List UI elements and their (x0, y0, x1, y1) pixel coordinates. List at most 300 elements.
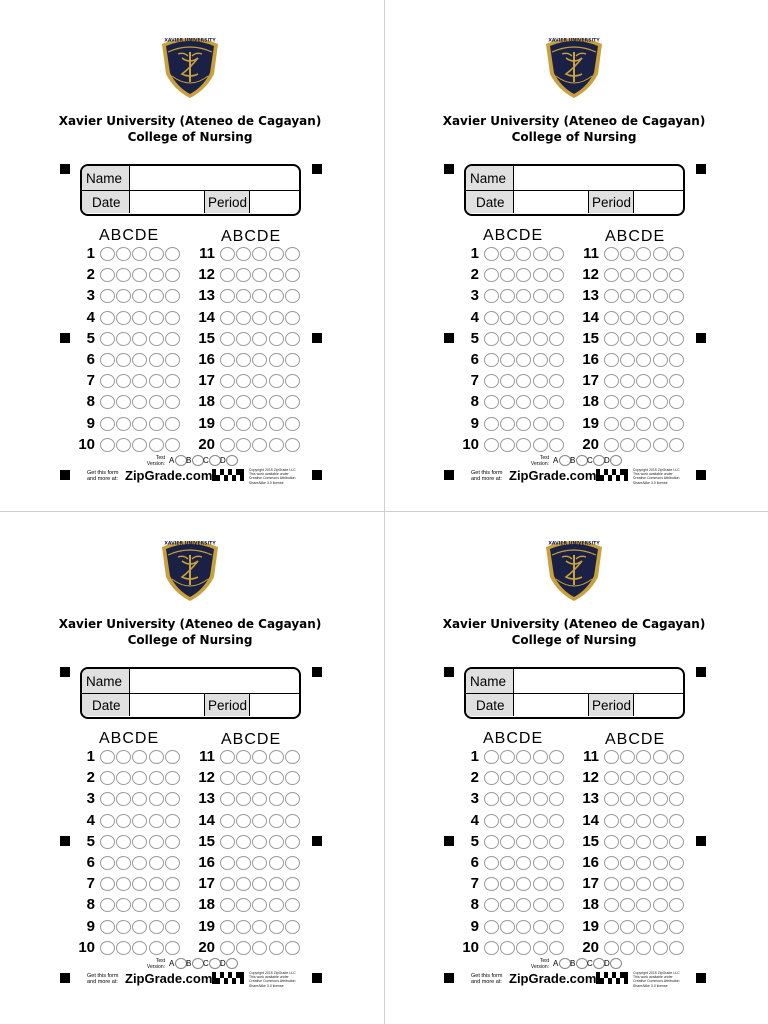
answer-bubble-c[interactable] (252, 268, 267, 282)
answer-bubble-a[interactable] (100, 771, 115, 785)
answer-bubble-d[interactable] (269, 311, 284, 325)
answer-bubble-d[interactable] (149, 374, 164, 388)
answer-bubble-d[interactable] (269, 792, 284, 806)
answer-bubble-b[interactable] (236, 856, 251, 870)
answer-bubble-a[interactable] (100, 311, 115, 325)
answer-bubble-e[interactable] (549, 311, 564, 325)
answer-bubble-c[interactable] (516, 332, 531, 346)
answer-bubble-e[interactable] (549, 374, 564, 388)
answer-bubble-c[interactable] (252, 247, 267, 261)
answer-bubble-b[interactable] (116, 417, 131, 431)
answer-bubble-b[interactable] (500, 247, 515, 261)
answer-bubble-e[interactable] (165, 856, 180, 870)
answer-bubble-a[interactable] (220, 417, 235, 431)
answer-bubble-d[interactable] (269, 353, 284, 367)
answer-bubble-e[interactable] (669, 814, 684, 828)
answer-bubble-b[interactable] (500, 417, 515, 431)
answer-bubble-d[interactable] (533, 856, 548, 870)
answer-bubble-a[interactable] (604, 856, 619, 870)
answer-bubble-e[interactable] (669, 750, 684, 764)
answer-bubble-d[interactable] (533, 332, 548, 346)
answer-bubble-e[interactable] (669, 835, 684, 849)
answer-bubble-d[interactable] (149, 877, 164, 891)
answer-bubble-b[interactable] (620, 374, 635, 388)
answer-bubble-d[interactable] (149, 417, 164, 431)
answer-bubble-a[interactable] (604, 814, 619, 828)
answer-bubble-e[interactable] (669, 792, 684, 806)
answer-bubble-d[interactable] (269, 814, 284, 828)
answer-bubble-a[interactable] (604, 247, 619, 261)
answer-bubble-d[interactable] (533, 814, 548, 828)
answer-bubble-c[interactable] (132, 898, 147, 912)
answer-bubble-b[interactable] (620, 920, 635, 934)
answer-bubble-d[interactable] (533, 268, 548, 282)
answer-bubble-e[interactable] (669, 247, 684, 261)
answer-bubble-d[interactable] (533, 835, 548, 849)
answer-bubble-b[interactable] (236, 877, 251, 891)
answer-bubble-b[interactable] (620, 311, 635, 325)
answer-bubble-c[interactable] (252, 374, 267, 388)
answer-bubble-b[interactable] (236, 771, 251, 785)
answer-bubble-e[interactable] (285, 374, 300, 388)
answer-bubble-c[interactable] (636, 247, 651, 261)
answer-bubble-a[interactable] (604, 877, 619, 891)
answer-bubble-b[interactable] (500, 750, 515, 764)
answer-bubble-b[interactable] (620, 332, 635, 346)
answer-bubble-a[interactable] (604, 374, 619, 388)
answer-bubble-b[interactable] (236, 374, 251, 388)
answer-bubble-a[interactable] (100, 750, 115, 764)
answer-bubble-a[interactable] (220, 920, 235, 934)
answer-bubble-b[interactable] (116, 792, 131, 806)
answer-bubble-c[interactable] (516, 353, 531, 367)
answer-bubble-e[interactable] (285, 353, 300, 367)
answer-bubble-a[interactable] (484, 835, 499, 849)
answer-bubble-c[interactable] (636, 374, 651, 388)
answer-bubble-a[interactable] (100, 877, 115, 891)
answer-bubble-a[interactable] (100, 395, 115, 409)
answer-bubble-a[interactable] (484, 374, 499, 388)
answer-bubble-b[interactable] (620, 289, 635, 303)
answer-bubble-e[interactable] (165, 792, 180, 806)
answer-bubble-b[interactable] (116, 353, 131, 367)
answer-bubble-b[interactable] (236, 438, 251, 452)
answer-bubble-d[interactable] (269, 417, 284, 431)
answer-bubble-e[interactable] (285, 835, 300, 849)
answer-bubble-c[interactable] (252, 395, 267, 409)
answer-bubble-c[interactable] (516, 311, 531, 325)
answer-bubble-d[interactable] (269, 771, 284, 785)
answer-bubble-a[interactable] (604, 311, 619, 325)
answer-bubble-c[interactable] (636, 438, 651, 452)
answer-bubble-d[interactable] (533, 920, 548, 934)
version-bubble-d[interactable] (226, 958, 238, 969)
answer-bubble-e[interactable] (285, 856, 300, 870)
answer-bubble-c[interactable] (132, 395, 147, 409)
answer-bubble-d[interactable] (149, 438, 164, 452)
answer-bubble-e[interactable] (669, 289, 684, 303)
answer-bubble-c[interactable] (132, 941, 147, 955)
answer-bubble-d[interactable] (269, 750, 284, 764)
answer-bubble-b[interactable] (500, 374, 515, 388)
answer-bubble-a[interactable] (100, 332, 115, 346)
answer-bubble-c[interactable] (252, 311, 267, 325)
answer-bubble-e[interactable] (669, 941, 684, 955)
answer-bubble-d[interactable] (533, 247, 548, 261)
answer-bubble-e[interactable] (549, 750, 564, 764)
answer-bubble-b[interactable] (500, 941, 515, 955)
answer-bubble-b[interactable] (236, 289, 251, 303)
answer-bubble-a[interactable] (484, 268, 499, 282)
answer-bubble-c[interactable] (516, 750, 531, 764)
answer-bubble-b[interactable] (116, 311, 131, 325)
answer-bubble-e[interactable] (285, 771, 300, 785)
answer-bubble-c[interactable] (516, 856, 531, 870)
answer-bubble-b[interactable] (500, 856, 515, 870)
answer-bubble-b[interactable] (500, 332, 515, 346)
answer-bubble-d[interactable] (653, 417, 668, 431)
answer-bubble-c[interactable] (132, 289, 147, 303)
answer-bubble-a[interactable] (484, 353, 499, 367)
answer-bubble-d[interactable] (653, 835, 668, 849)
answer-bubble-c[interactable] (516, 877, 531, 891)
answer-bubble-e[interactable] (285, 792, 300, 806)
answer-bubble-d[interactable] (269, 835, 284, 849)
answer-bubble-b[interactable] (620, 856, 635, 870)
answer-bubble-a[interactable] (604, 417, 619, 431)
answer-bubble-b[interactable] (500, 814, 515, 828)
answer-bubble-c[interactable] (516, 247, 531, 261)
answer-bubble-c[interactable] (516, 438, 531, 452)
answer-bubble-b[interactable] (116, 835, 131, 849)
answer-bubble-a[interactable] (220, 835, 235, 849)
answer-bubble-d[interactable] (653, 920, 668, 934)
answer-bubble-e[interactable] (669, 417, 684, 431)
answer-bubble-a[interactable] (484, 792, 499, 806)
answer-bubble-d[interactable] (269, 395, 284, 409)
answer-bubble-b[interactable] (500, 311, 515, 325)
answer-bubble-b[interactable] (236, 835, 251, 849)
answer-bubble-c[interactable] (252, 835, 267, 849)
answer-bubble-e[interactable] (165, 920, 180, 934)
answer-bubble-a[interactable] (484, 856, 499, 870)
answer-bubble-d[interactable] (149, 898, 164, 912)
answer-bubble-a[interactable] (220, 374, 235, 388)
answer-bubble-a[interactable] (484, 395, 499, 409)
answer-bubble-c[interactable] (636, 814, 651, 828)
answer-bubble-b[interactable] (116, 247, 131, 261)
answer-bubble-b[interactable] (236, 353, 251, 367)
answer-bubble-d[interactable] (653, 332, 668, 346)
answer-bubble-c[interactable] (252, 332, 267, 346)
answer-bubble-e[interactable] (549, 792, 564, 806)
answer-bubble-d[interactable] (149, 771, 164, 785)
answer-bubble-a[interactable] (100, 814, 115, 828)
answer-bubble-a[interactable] (484, 289, 499, 303)
answer-bubble-d[interactable] (533, 438, 548, 452)
answer-bubble-a[interactable] (484, 941, 499, 955)
answer-bubble-c[interactable] (516, 395, 531, 409)
answer-bubble-b[interactable] (500, 835, 515, 849)
answer-bubble-e[interactable] (285, 247, 300, 261)
answer-bubble-d[interactable] (149, 835, 164, 849)
answer-bubble-a[interactable] (484, 332, 499, 346)
answer-bubble-e[interactable] (165, 353, 180, 367)
answer-bubble-d[interactable] (653, 792, 668, 806)
answer-bubble-b[interactable] (500, 898, 515, 912)
answer-bubble-b[interactable] (620, 771, 635, 785)
answer-bubble-a[interactable] (100, 941, 115, 955)
answer-bubble-e[interactable] (165, 877, 180, 891)
answer-bubble-c[interactable] (636, 792, 651, 806)
answer-bubble-a[interactable] (100, 792, 115, 806)
answer-bubble-c[interactable] (636, 268, 651, 282)
answer-bubble-e[interactable] (549, 898, 564, 912)
answer-bubble-a[interactable] (484, 247, 499, 261)
answer-bubble-a[interactable] (100, 920, 115, 934)
answer-bubble-d[interactable] (653, 268, 668, 282)
answer-bubble-e[interactable] (165, 814, 180, 828)
answer-bubble-c[interactable] (252, 814, 267, 828)
answer-bubble-b[interactable] (236, 311, 251, 325)
answer-bubble-a[interactable] (220, 898, 235, 912)
answer-bubble-c[interactable] (252, 289, 267, 303)
answer-bubble-b[interactable] (116, 877, 131, 891)
answer-bubble-c[interactable] (516, 771, 531, 785)
answer-bubble-e[interactable] (669, 353, 684, 367)
answer-bubble-a[interactable] (220, 438, 235, 452)
answer-bubble-e[interactable] (165, 289, 180, 303)
answer-bubble-d[interactable] (653, 247, 668, 261)
answer-bubble-e[interactable] (549, 814, 564, 828)
answer-bubble-c[interactable] (636, 920, 651, 934)
answer-bubble-c[interactable] (636, 877, 651, 891)
answer-bubble-d[interactable] (269, 247, 284, 261)
answer-bubble-e[interactable] (165, 374, 180, 388)
answer-bubble-c[interactable] (132, 750, 147, 764)
answer-bubble-b[interactable] (236, 395, 251, 409)
answer-bubble-c[interactable] (636, 332, 651, 346)
answer-bubble-d[interactable] (149, 332, 164, 346)
answer-bubble-a[interactable] (100, 353, 115, 367)
answer-bubble-b[interactable] (116, 268, 131, 282)
answer-bubble-b[interactable] (620, 353, 635, 367)
answer-bubble-a[interactable] (220, 792, 235, 806)
answer-bubble-b[interactable] (620, 395, 635, 409)
answer-bubble-e[interactable] (165, 247, 180, 261)
answer-bubble-c[interactable] (132, 438, 147, 452)
answer-bubble-e[interactable] (669, 268, 684, 282)
answer-bubble-c[interactable] (636, 353, 651, 367)
version-bubble-d[interactable] (226, 455, 238, 466)
answer-bubble-b[interactable] (116, 750, 131, 764)
answer-bubble-b[interactable] (500, 771, 515, 785)
answer-bubble-d[interactable] (149, 247, 164, 261)
answer-bubble-a[interactable] (484, 750, 499, 764)
answer-bubble-b[interactable] (236, 898, 251, 912)
answer-bubble-c[interactable] (132, 374, 147, 388)
answer-bubble-a[interactable] (220, 332, 235, 346)
answer-bubble-c[interactable] (636, 898, 651, 912)
answer-bubble-a[interactable] (100, 289, 115, 303)
answer-bubble-b[interactable] (116, 395, 131, 409)
answer-bubble-e[interactable] (549, 417, 564, 431)
answer-bubble-b[interactable] (500, 353, 515, 367)
answer-bubble-e[interactable] (549, 771, 564, 785)
answer-bubble-a[interactable] (604, 332, 619, 346)
answer-bubble-c[interactable] (636, 771, 651, 785)
answer-bubble-c[interactable] (252, 941, 267, 955)
answer-bubble-e[interactable] (165, 268, 180, 282)
answer-bubble-a[interactable] (604, 268, 619, 282)
answer-bubble-a[interactable] (100, 835, 115, 849)
answer-bubble-e[interactable] (669, 856, 684, 870)
answer-bubble-e[interactable] (549, 332, 564, 346)
answer-bubble-a[interactable] (484, 898, 499, 912)
answer-bubble-c[interactable] (516, 920, 531, 934)
answer-bubble-e[interactable] (549, 289, 564, 303)
version-bubble-d[interactable] (610, 455, 622, 466)
answer-bubble-a[interactable] (604, 941, 619, 955)
answer-bubble-a[interactable] (484, 438, 499, 452)
answer-bubble-c[interactable] (252, 920, 267, 934)
answer-bubble-c[interactable] (636, 289, 651, 303)
answer-bubble-e[interactable] (165, 311, 180, 325)
answer-bubble-b[interactable] (116, 374, 131, 388)
answer-bubble-b[interactable] (620, 792, 635, 806)
answer-bubble-e[interactable] (285, 417, 300, 431)
answer-bubble-b[interactable] (116, 856, 131, 870)
answer-bubble-a[interactable] (100, 374, 115, 388)
answer-bubble-c[interactable] (252, 792, 267, 806)
answer-bubble-b[interactable] (620, 835, 635, 849)
answer-bubble-c[interactable] (516, 941, 531, 955)
answer-bubble-d[interactable] (653, 311, 668, 325)
answer-bubble-e[interactable] (669, 920, 684, 934)
answer-bubble-a[interactable] (604, 289, 619, 303)
answer-bubble-d[interactable] (533, 792, 548, 806)
answer-bubble-a[interactable] (604, 353, 619, 367)
answer-bubble-d[interactable] (269, 268, 284, 282)
answer-bubble-d[interactable] (533, 750, 548, 764)
answer-bubble-e[interactable] (549, 941, 564, 955)
answer-bubble-b[interactable] (620, 750, 635, 764)
answer-bubble-a[interactable] (220, 353, 235, 367)
answer-bubble-d[interactable] (149, 311, 164, 325)
answer-bubble-c[interactable] (132, 835, 147, 849)
answer-bubble-c[interactable] (132, 792, 147, 806)
answer-bubble-d[interactable] (653, 898, 668, 912)
answer-bubble-c[interactable] (516, 814, 531, 828)
answer-bubble-d[interactable] (533, 374, 548, 388)
answer-bubble-b[interactable] (116, 941, 131, 955)
answer-bubble-a[interactable] (100, 417, 115, 431)
answer-bubble-a[interactable] (220, 268, 235, 282)
answer-bubble-d[interactable] (533, 941, 548, 955)
answer-bubble-b[interactable] (620, 941, 635, 955)
answer-bubble-c[interactable] (132, 247, 147, 261)
answer-bubble-d[interactable] (533, 877, 548, 891)
answer-bubble-c[interactable] (636, 941, 651, 955)
answer-bubble-a[interactable] (484, 814, 499, 828)
answer-bubble-b[interactable] (620, 898, 635, 912)
answer-bubble-d[interactable] (269, 856, 284, 870)
answer-bubble-c[interactable] (636, 395, 651, 409)
answer-bubble-e[interactable] (669, 771, 684, 785)
answer-bubble-b[interactable] (620, 438, 635, 452)
answer-bubble-b[interactable] (116, 898, 131, 912)
answer-bubble-e[interactable] (285, 750, 300, 764)
answer-bubble-e[interactable] (165, 941, 180, 955)
answer-bubble-e[interactable] (165, 417, 180, 431)
answer-bubble-a[interactable] (604, 920, 619, 934)
answer-bubble-d[interactable] (533, 395, 548, 409)
answer-bubble-c[interactable] (252, 877, 267, 891)
answer-bubble-e[interactable] (165, 332, 180, 346)
answer-bubble-c[interactable] (252, 417, 267, 431)
answer-bubble-e[interactable] (669, 395, 684, 409)
answer-bubble-c[interactable] (252, 353, 267, 367)
answer-bubble-e[interactable] (165, 771, 180, 785)
answer-bubble-b[interactable] (236, 247, 251, 261)
answer-bubble-c[interactable] (252, 750, 267, 764)
answer-bubble-d[interactable] (533, 771, 548, 785)
answer-bubble-c[interactable] (132, 814, 147, 828)
answer-bubble-b[interactable] (500, 877, 515, 891)
answer-bubble-a[interactable] (484, 920, 499, 934)
answer-bubble-a[interactable] (604, 835, 619, 849)
answer-bubble-b[interactable] (236, 814, 251, 828)
answer-bubble-b[interactable] (500, 289, 515, 303)
answer-bubble-e[interactable] (285, 877, 300, 891)
answer-bubble-e[interactable] (549, 268, 564, 282)
answer-bubble-b[interactable] (500, 438, 515, 452)
answer-bubble-b[interactable] (116, 289, 131, 303)
answer-bubble-e[interactable] (669, 311, 684, 325)
answer-bubble-b[interactable] (500, 792, 515, 806)
answer-bubble-b[interactable] (620, 268, 635, 282)
answer-bubble-a[interactable] (604, 898, 619, 912)
answer-bubble-c[interactable] (252, 856, 267, 870)
answer-bubble-b[interactable] (500, 268, 515, 282)
answer-bubble-a[interactable] (220, 395, 235, 409)
answer-bubble-d[interactable] (149, 395, 164, 409)
answer-bubble-a[interactable] (484, 311, 499, 325)
answer-bubble-e[interactable] (165, 438, 180, 452)
answer-bubble-d[interactable] (533, 311, 548, 325)
answer-bubble-e[interactable] (669, 877, 684, 891)
answer-bubble-a[interactable] (220, 311, 235, 325)
answer-bubble-d[interactable] (149, 750, 164, 764)
answer-bubble-c[interactable] (636, 856, 651, 870)
answer-bubble-c[interactable] (516, 835, 531, 849)
answer-bubble-a[interactable] (604, 750, 619, 764)
answer-bubble-e[interactable] (285, 920, 300, 934)
answer-bubble-d[interactable] (533, 898, 548, 912)
answer-bubble-e[interactable] (165, 898, 180, 912)
answer-bubble-b[interactable] (116, 438, 131, 452)
answer-bubble-d[interactable] (269, 374, 284, 388)
answer-bubble-c[interactable] (636, 417, 651, 431)
answer-bubble-b[interactable] (116, 332, 131, 346)
answer-bubble-c[interactable] (132, 268, 147, 282)
answer-bubble-e[interactable] (669, 332, 684, 346)
answer-bubble-c[interactable] (132, 417, 147, 431)
answer-bubble-c[interactable] (516, 374, 531, 388)
answer-bubble-a[interactable] (100, 268, 115, 282)
answer-bubble-d[interactable] (269, 877, 284, 891)
answer-bubble-d[interactable] (653, 353, 668, 367)
